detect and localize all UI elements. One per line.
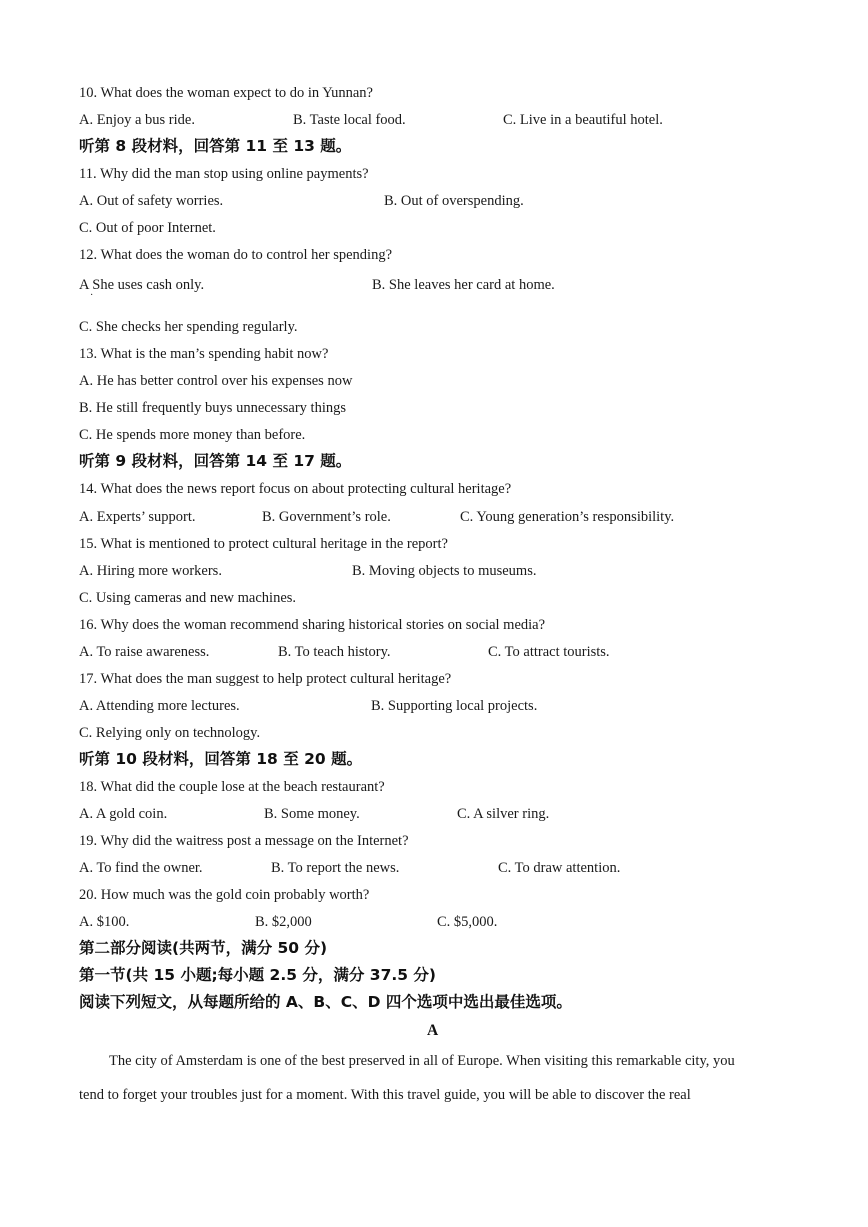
q13-option-b: B. He still frequently buys unnecessary things [79, 400, 346, 416]
section-1-heading: 第一节(共 15 小题;每小题 2.5 分，满分 37.5 分) [79, 966, 437, 984]
q15-option-a: A. Hiring more workers. [79, 563, 222, 579]
section-10-heading: 听第 10 段材料，回答第 18 至 20 题。 [79, 750, 363, 768]
section-8-heading: 听第 8 段材料，回答第 11 至 13 题。 [79, 137, 352, 155]
q12-option-b: B. She leaves her card at home. [372, 277, 555, 293]
q20-option-a: A. $100. [79, 914, 130, 930]
q14-option-a: A. Experts’ support. [79, 509, 196, 525]
passage-line-2: tend to forget your troubles just for a moment. With this travel guide, you will be able to discover the real [79, 1087, 691, 1103]
q11-option-b: B. Out of overspending. [384, 193, 524, 209]
question-20: 20. How much was the gold coin probably worth? [79, 887, 370, 903]
question-11: 11. Why did the man stop using online payments? [79, 166, 369, 182]
q16-option-a: A. To raise awareness. [79, 644, 210, 660]
question-12: 12. What does the woman do to control her spending? [79, 247, 393, 263]
question-10: 10. What does the woman expect to do in Yunnan? [79, 85, 373, 101]
q10-option-c: C. Live in a beautiful hotel. [503, 112, 663, 128]
q15-option-b: B. Moving objects to museums. [352, 563, 537, 579]
q15-option-c: C. Using cameras and new machines. [79, 590, 297, 606]
q16-option-c: C. To attract tourists. [488, 644, 610, 660]
q14-option-c: C. Young generation’s responsibility. [460, 509, 675, 525]
question-14: 14. What does the news report focus on about protecting cultural heritage? [79, 481, 512, 497]
q17-option-c: C. Relying only on technology. [79, 725, 261, 741]
q12-option-a: A She uses cash only. [79, 277, 205, 293]
q11-option-a: A. Out of safety worries. [79, 193, 224, 209]
q20-option-b: B. $2,000 [255, 914, 312, 930]
q20-option-c: C. $5,000. [437, 914, 498, 930]
q16-option-b: B. To teach history. [278, 644, 391, 660]
q18-option-a: A. A gold coin. [79, 806, 168, 822]
q10-option-b: B. Taste local food. [293, 112, 406, 128]
q13-option-c: C. He spends more money than before. [79, 427, 306, 443]
question-16: 16. Why does the woman recommend sharing historical stories on social media? [79, 617, 546, 633]
stray-dot: · [90, 290, 94, 301]
question-18: 18. What did the couple lose at the beach restaurant? [79, 779, 385, 795]
q12-option-c: C. She checks her spending regularly. [79, 319, 298, 335]
q18-option-b: B. Some money. [264, 806, 360, 822]
q17-option-a: A. Attending more lectures. [79, 698, 240, 714]
q10-option-a: A. Enjoy a bus ride. [79, 112, 195, 128]
q19-option-b: B. To report the news. [271, 860, 400, 876]
part-2-heading: 第二部分阅读(共两节，满分 50 分) [79, 939, 328, 957]
section-9-heading: 听第 9 段材料，回答第 14 至 17 题。 [79, 452, 352, 470]
question-19: 19. Why did the waitress post a message on the Internet? [79, 833, 409, 849]
q11-option-c: C. Out of poor Internet. [79, 220, 216, 236]
question-15: 15. What is mentioned to protect cultural heritage in the report? [79, 536, 448, 552]
question-17: 17. What does the man suggest to help protect cultural heritage? [79, 671, 452, 687]
q19-option-c: C. To draw attention. [498, 860, 621, 876]
q14-option-b: B. Government’s role. [262, 509, 391, 525]
passage-line-1: The city of Amsterdam is one of the best preserved in all of Europe. When visiting this remarkable city, you [109, 1053, 735, 1069]
q19-option-a: A. To find the owner. [79, 860, 203, 876]
q13-option-a: A. He has better control over his expenses now [79, 373, 353, 389]
q17-option-b: B. Supporting local projects. [371, 698, 538, 714]
question-13: 13. What is the man’s spending habit now? [79, 346, 329, 362]
passage-label: A [427, 1022, 439, 1039]
instructions: 阅读下列短文，从每题所给的 A、B、C、D 四个选项中选出最佳选项。 [79, 993, 572, 1011]
q18-option-c: C. A silver ring. [457, 806, 550, 822]
